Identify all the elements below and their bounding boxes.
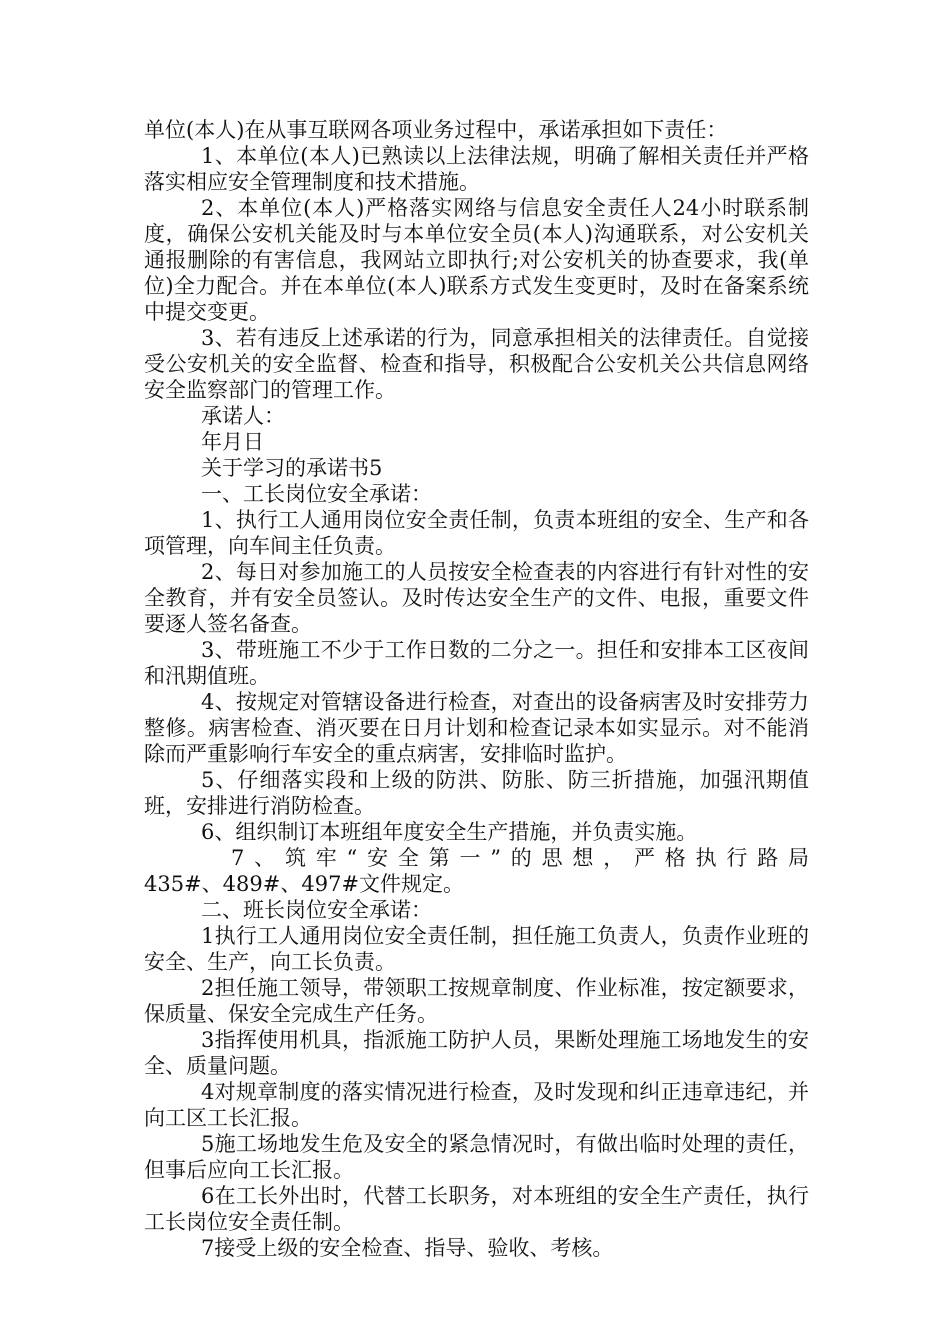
- section-heading: 一、工长岗位安全承诺：: [201, 482, 432, 506]
- paragraph-item: 6在工长外出时，代替工长职务，对本班组的安全生产责任，执行工长岗位安全责任制。: [144, 1184, 809, 1234]
- paragraph-item: 3指挥使用机具，指派施工防护人员，果断处理施工场地发生的安全、质量问题。: [144, 1028, 809, 1078]
- section-title: 关于学习的承诺书5: [201, 456, 383, 480]
- paragraph-item: 3、带班施工不少于工作日数的二分之一。担任和安排本工区夜间和汛期值班。: [144, 638, 809, 688]
- item7-line1: 7、筑牢“安全第一”的思想，严格执行路局: [231, 846, 809, 870]
- paragraph-intro: 单位(本人)在从事互联网各项业务过程中，承诺承担如下责任：: [144, 118, 728, 142]
- item7-line2: 435#、489#、497#文件规定。: [144, 872, 465, 896]
- paragraph-item: 4、按规定对管辖设备进行检查，对查出的设备病害及时安排劳力整修。病害检查、消灭要在日月计划和检查记录本如实显示。对不能消除而严重影响行车安全的重点病害，安排临时监护。: [144, 690, 809, 766]
- paragraph-item: 5、仔细落实段和上级的防洪、防胀、防三折措施，加强汛期值班，安排进行消防检查。: [144, 768, 809, 818]
- paragraph-item: 5施工场地发生危及安全的紧急情况时，有做出临时处理的责任，但事后应向工长汇报。: [144, 1132, 809, 1182]
- paragraph-item: 2、本单位(本人)严格落实网络与信息安全责任人24小时联系制度，确保公安机关能及时与本单位安全员(本人)沟通联系，对公安机关通报删除的有害信息，我网站立即执行;对公安机关的协查要求，我(单位)全力配合。并在本单位(本人)联系方式发生变更时，及时在备案系统中提交变更。: [144, 196, 809, 324]
- paragraph-item: 4对规章制度的落实情况进行检查，及时发现和纠正违章违纪，并向工区工长汇报。: [144, 1080, 809, 1130]
- paragraph-item: 7接受上级的安全检查、指导、验收、考核。: [201, 1236, 614, 1260]
- paragraph-item-7: [144, 845, 809, 897]
- paragraph-item: 3、若有违反上述承诺的行为，同意承担相关的法律责任。自觉接受公安机关的安全监督、检查和指导，积极配合公安机关公共信息网络安全监察部门的管理工作。: [144, 326, 809, 402]
- signature-label: 承诺人：: [201, 404, 285, 428]
- paragraph-item: 2担任施工领导，带领职工按规章制度、作业标准，按定额要求，保质量、保安全完成生产任务。: [144, 976, 809, 1026]
- paragraph-item: 1执行工人通用岗位安全责任制，担任施工负责人，负责作业班的安全、生产，向工长负责。: [144, 924, 809, 974]
- paragraph-item: 1、本单位(本人)已熟读以上法律法规，明确了解相关责任并严格落实相应安全管理制度和技术措施。: [144, 144, 809, 194]
- paragraph-item: 2、每日对参加施工的人员按安全检查表的内容进行有针对性的安全教育，并有安全员签认。及时传达安全生产的文件、电报，重要文件要逐人签名备查。: [144, 560, 809, 636]
- paragraph-item: 6、组织制订本班组年度安全生产措施，并负责实施。: [201, 820, 698, 844]
- document-body: [144, 117, 809, 1261]
- section-heading: 二、班长岗位安全承诺：: [201, 898, 432, 922]
- date-label: 年月日: [201, 430, 264, 454]
- paragraph-item: 1、执行工人通用岗位安全责任制，负责本班组的安全、生产和各项管理，向车间主任负责。: [144, 508, 809, 558]
